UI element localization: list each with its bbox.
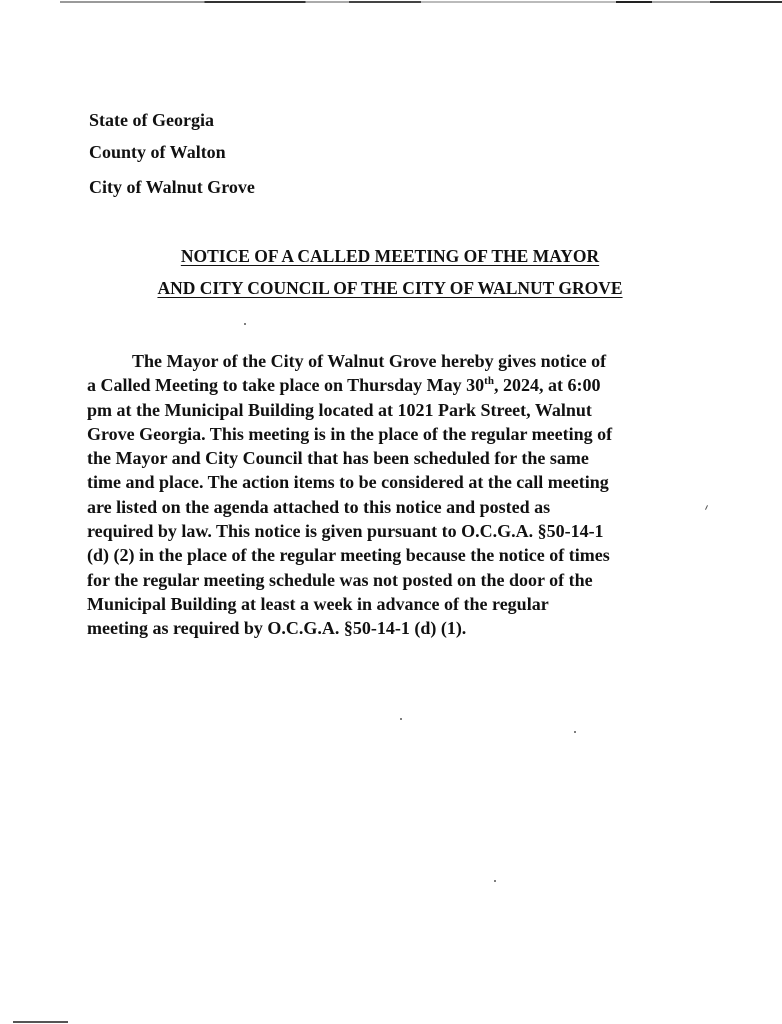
county-line: County of Walton <box>89 142 226 162</box>
scan-edge-top <box>60 1 782 3</box>
jurisdiction-header <box>89 104 255 203</box>
body-line <box>87 373 697 397</box>
body-text: a Called Meeting to take place on Thursday May 30 <box>87 375 485 396</box>
body-line: time and place. The action items to be considered at the call meeting <box>87 472 609 493</box>
scan-speck <box>705 505 708 510</box>
scan-speck <box>244 323 246 325</box>
title-line-1: NOTICE OF A CALLED MEETING OF THE MAYOR <box>180 246 600 266</box>
body-line: pm at the Municipal Building located at 1021 Park Street, Walnut <box>87 399 592 420</box>
body-line: are listed on the agenda attached to this notice and posted as <box>87 496 551 517</box>
notice-body <box>87 349 697 641</box>
scan-speck <box>400 718 402 720</box>
state-line: State of Georgia <box>89 110 214 130</box>
body-line: (d) (2) in the place of the regular meeting because the notice of times <box>87 545 610 566</box>
notice-title <box>90 240 690 304</box>
scan-speck <box>574 731 576 733</box>
body-line: for the regular meeting schedule was not posted on the door of the <box>87 569 593 590</box>
body-line: meeting as required by O.C.G.A. §50-14-1 (d) (1). <box>87 618 467 639</box>
scan-edge-bottom <box>13 1021 68 1023</box>
body-line: Grove Georgia. This meeting is in the place of the regular meeting of <box>87 423 613 444</box>
ordinal-suffix: th <box>484 375 494 388</box>
scan-speck <box>494 880 496 882</box>
body-line: The Mayor of the City of Walnut Grove hereby gives notice of <box>132 351 607 371</box>
title-line-2: AND CITY COUNCIL OF THE CITY OF WALNUT GROVE <box>157 278 623 298</box>
body-line: required by law. This notice is given pursuant to O.C.G.A. §50-14-1 <box>87 521 604 542</box>
body-line: Municipal Building at least a week in advance of the regular <box>87 593 549 614</box>
city-line: City of Walnut Grove <box>89 177 255 197</box>
body-text: , 2024, at 6:00 <box>493 375 601 396</box>
body-line: the Mayor and City Council that has been scheduled for the same <box>87 448 589 469</box>
